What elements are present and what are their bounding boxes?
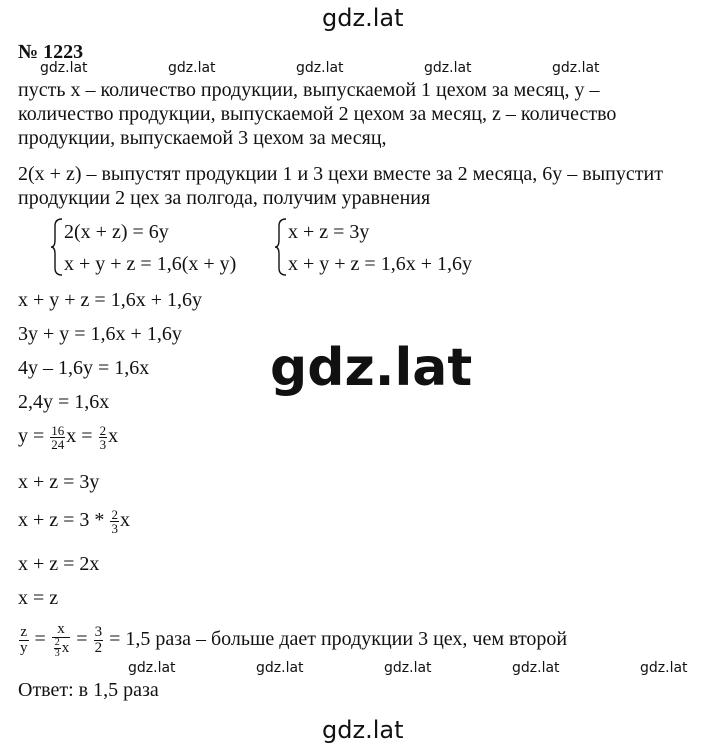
watermark-small: gdz.lat — [552, 60, 600, 76]
system1-eq1: 2(x + z) = 6y — [64, 221, 169, 243]
step-text: x + z = 3 * — [18, 509, 110, 532]
step: x + y + z = 1,6x + 1,6y — [18, 289, 202, 311]
fraction — [52, 622, 71, 659]
step: 3y + y = 1,6x + 1,6y — [18, 323, 182, 345]
fraction-numerator: 16 — [51, 423, 65, 438]
step-text: = 1,5 раза – больше дает продукции 3 цех, чем второй — [104, 628, 568, 651]
intro-line: продукции, выпускаемой 3 цехом за месяц, — [18, 127, 387, 149]
fraction-denominator — [52, 638, 71, 659]
watermark-small: gdz.lat — [40, 60, 88, 76]
step-text: = — [71, 628, 93, 651]
fraction — [50, 424, 65, 451]
fraction-numerator: 2 — [54, 637, 60, 648]
fraction-denominator: 3 — [99, 437, 107, 452]
problem-number: № 1223 — [18, 41, 84, 63]
fraction — [110, 508, 119, 535]
step-ratio — [18, 622, 567, 659]
fraction — [99, 424, 108, 451]
system2-eq2: x + y + z = 1,6x + 1,6y — [288, 253, 472, 275]
system2-eq1: x + z = 3y — [288, 221, 370, 243]
step-text: y = — [18, 425, 50, 448]
intro-line: пусть x – количество продукции, выпускаемой 1 цехом за месяц, y – — [18, 79, 600, 101]
fraction-numerator: 2 — [99, 423, 107, 438]
watermark-small: gdz.lat — [168, 60, 216, 76]
system-brace-icon — [274, 218, 288, 276]
system-brace-icon — [50, 218, 64, 276]
fraction-denominator: 3 — [111, 521, 118, 536]
answer: Ответ: в 1,5 раза — [18, 679, 159, 701]
para-line: 2(x + z) – выпустят продукции 1 и 3 цехи вместе за 2 месяца, 6y – выпустит — [18, 163, 663, 185]
step: x + z = 2x — [18, 553, 100, 575]
fraction-denominator: 24 — [51, 437, 65, 452]
step: 4y – 1,6y = 1,6x — [18, 357, 150, 379]
fraction — [19, 625, 29, 656]
watermark-top: gdz.lat — [322, 4, 404, 32]
watermark-small: gdz.lat — [296, 60, 344, 76]
fraction-denominator: 2 — [94, 640, 103, 656]
watermark-small: gdz.lat — [640, 660, 688, 676]
fraction — [54, 638, 61, 659]
watermark-bottom: gdz.lat — [322, 716, 404, 744]
step: x = z — [18, 587, 59, 609]
watermark-small: gdz.lat — [512, 660, 560, 676]
step-text: x — [108, 425, 119, 448]
fraction-numerator: z — [20, 624, 28, 640]
step-fraction — [18, 508, 130, 535]
step-text: x — [119, 509, 130, 532]
fraction-numerator: 2 — [111, 507, 118, 522]
watermark-center: gdz.lat — [270, 338, 473, 398]
step: 2,4y = 1,6x — [18, 391, 110, 413]
fraction-denominator: y — [20, 640, 28, 656]
fraction-numerator: x — [52, 622, 71, 638]
step-text: x — [61, 639, 70, 656]
watermark-small: gdz.lat — [256, 660, 304, 676]
step-text: = — [29, 628, 51, 651]
step-fraction — [18, 424, 118, 451]
intro-line: количество продукции, выпускаемой 2 цехом за месяц, z – количество — [18, 103, 617, 125]
step-text: x = — [66, 425, 98, 448]
system1-eq2: x + y + z = 1,6(x + y) — [64, 253, 237, 275]
para-line: продукции 2 цех за полгода, получим уравнения — [18, 187, 431, 209]
fraction — [94, 625, 104, 656]
fraction-denominator: 3 — [54, 648, 60, 659]
watermark-small: gdz.lat — [128, 660, 176, 676]
watermark-small: gdz.lat — [424, 60, 472, 76]
watermark-small: gdz.lat — [384, 660, 432, 676]
step: x + z = 3y — [18, 471, 100, 493]
fraction-numerator: 3 — [94, 624, 103, 640]
